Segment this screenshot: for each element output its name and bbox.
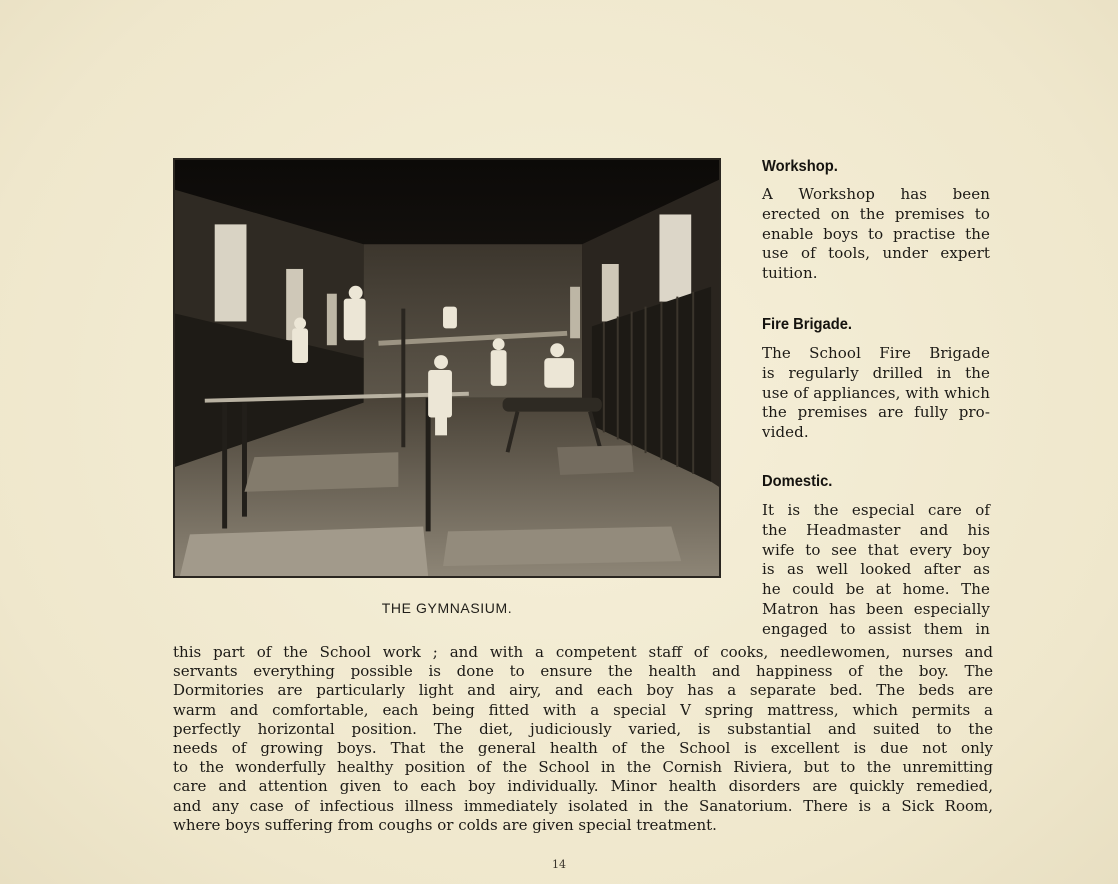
text-line: and any case of infectious illness immediately isolated in the Sanatorium. There is a Sick Room, (173, 796, 993, 815)
page-number: 14 (552, 858, 566, 871)
text-line: tuition. (762, 264, 818, 283)
text-line: the Headmaster and his (762, 520, 990, 539)
workshop-heading: Workshop. (762, 158, 838, 175)
text-line: servants everything possible is done to ensure the health and happiness of the boy. The (173, 662, 993, 681)
text-line: this part of the School work ; and with a competent staff of cooks, needlewomen, nurses and (173, 643, 993, 661)
gymnasium-photo-image (175, 160, 719, 576)
text-line: needs of growing boys. That the general health of the School is excellent is due not only (173, 739, 993, 758)
text-line: where boys suffering from coughs or colds are given special treatment. (173, 815, 717, 834)
text-line: Matron has been especially (762, 599, 990, 618)
text-line: Dormitories are particularly light and airy, and each boy has a separate bed. The beds are (173, 681, 993, 700)
text-line: It is the especial care of (762, 501, 990, 519)
text-line: is as well looked after as (762, 560, 990, 579)
text-line: erected on the premises to (762, 204, 990, 223)
domestic-column-paragraph (762, 501, 990, 640)
photo-caption: THE GYMNASIUM. (381, 600, 513, 616)
text-line: use of tools, under expert (762, 244, 990, 263)
text-line: wife to see that every boy (762, 540, 990, 559)
text-line: perfectly horizontal position. The diet, judiciously varied, is substantial and suited to the (173, 719, 993, 738)
domestic-full-paragraph (173, 643, 993, 835)
text-line: A Workshop has been (762, 185, 990, 203)
text-line: the premises are fully pro- (762, 403, 990, 422)
domestic-heading: Domestic. (762, 473, 833, 490)
text-line: enable boys to practise the (762, 224, 990, 243)
workshop-paragraph (762, 185, 990, 284)
text-line: care and attention given to each boy individually. Minor health disorders are quickly remedied, (173, 777, 993, 796)
text-line: engaged to assist them in (762, 619, 990, 638)
text-line: is regularly drilled in the (762, 363, 990, 382)
gymnasium-photo (173, 158, 721, 578)
text-line: to the wonderfully healthy position of the School in the Cornish Riviera, but to the unremitting (173, 758, 993, 777)
text-line: The School Fire Brigade (762, 344, 990, 362)
text-line: vided. (762, 423, 809, 442)
text-line: warm and comfortable, each being fitted with a special V spring mattress, which permits a (173, 700, 993, 719)
text-line: he could be at home. The (762, 580, 990, 599)
text-line: use of appliances, with which (762, 383, 990, 402)
fire-brigade-paragraph (762, 344, 990, 443)
fire-brigade-heading: Fire Brigade. (762, 316, 853, 333)
